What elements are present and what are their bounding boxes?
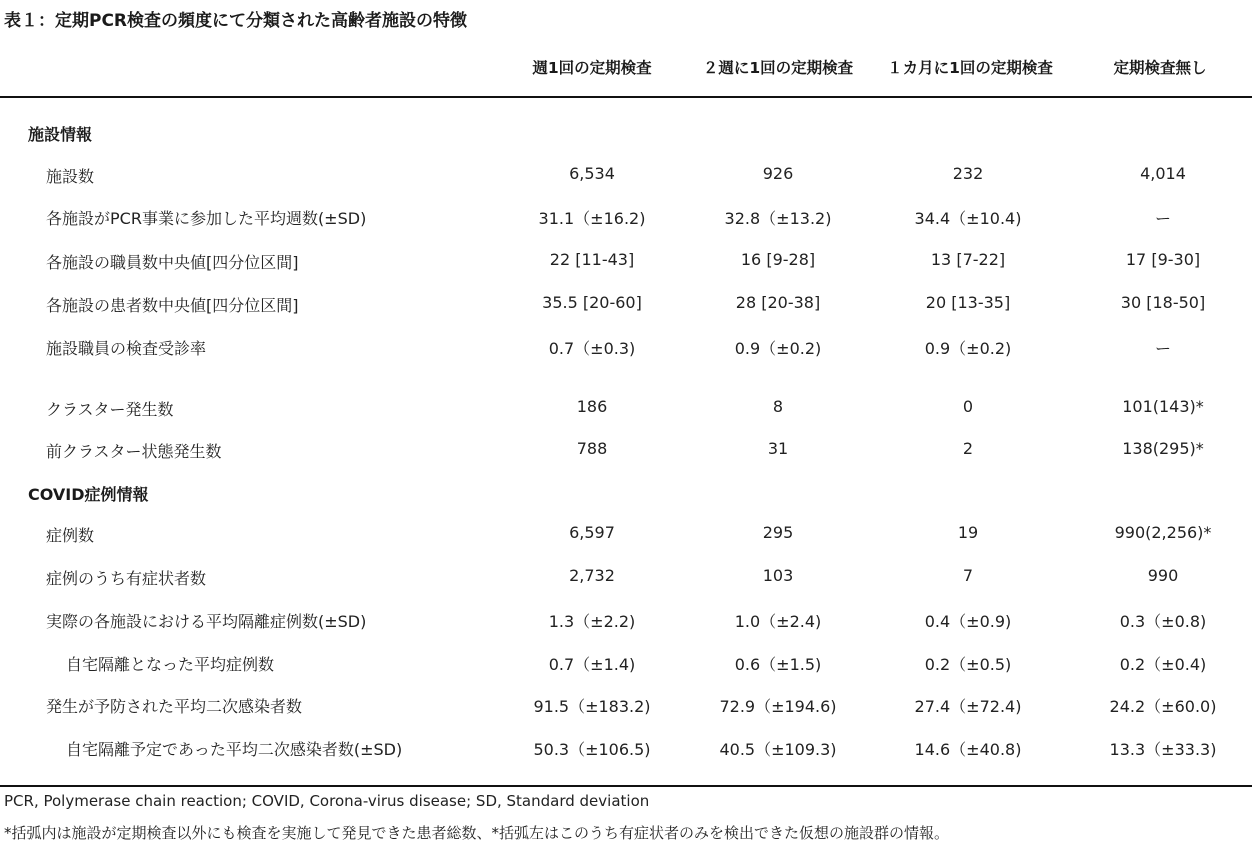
cell-monthly: 0.2（±0.5) [924, 655, 1012, 674]
cell-monthly: 0.9（±0.2) [924, 339, 1012, 358]
row-label: 自宅隔離となった平均症例数 [66, 655, 275, 674]
cell-monthly: 20 [13-35] [925, 293, 1011, 312]
row-label: 症例のうち有症状者数 [46, 569, 207, 588]
cell-biweekly: 0.9（±0.2) [734, 339, 822, 358]
cell-biweekly: 31 [767, 439, 789, 458]
cell-weekly: 2,732 [569, 566, 615, 585]
cell-biweekly: 926 [762, 164, 794, 183]
cell-biweekly: 40.5（±109.3) [719, 740, 837, 759]
cell-weekly: 35.5 [20-60] [542, 293, 642, 312]
row-label: クラスター発生数 [46, 400, 174, 419]
table-title: 表１：定期PCR検査の頻度にて分類された高齢者施設の特徴 [4, 11, 468, 31]
table-row [0, 566, 1252, 592]
cell-biweekly: 72.9（±194.6) [719, 697, 837, 716]
row-label: 各施設の職員数中央値[四分位区間] [46, 253, 299, 272]
table-row [0, 206, 1252, 232]
cell-monthly: 27.4（±72.4) [914, 697, 1022, 716]
cell-weekly: 186 [576, 397, 608, 416]
section-covid-info: COVID症例情報 [28, 485, 149, 504]
cell-biweekly: 1.0（±2.4) [734, 612, 822, 631]
table-row [0, 737, 1252, 763]
cell-none: 0.2（±0.4) [1119, 655, 1207, 674]
cell-none: 24.2（±60.0) [1109, 697, 1217, 716]
section-facility-info: 施設情報 [28, 125, 93, 144]
cell-biweekly: 103 [762, 566, 794, 585]
footnote-asterisk: *括弧内は施設が定期検査以外にも検査を実施して発見できた患者総数、*括弧左はこのうち有症状者のみを検出できた仮想の施設群の情報。 [4, 824, 950, 842]
cell-weekly: 788 [576, 439, 608, 458]
table-row [0, 694, 1252, 720]
table-row [0, 439, 1252, 465]
cell-monthly: 14.6（±40.8) [914, 740, 1022, 759]
cell-monthly: 34.4（±10.4) [914, 209, 1022, 228]
column-header-weekly: 週1回の定期検査 [532, 59, 652, 77]
cell-monthly: 13 [7-22] [930, 250, 1006, 269]
cell-monthly: 7 [962, 566, 974, 585]
cell-weekly: 6,534 [569, 164, 615, 183]
cell-none: ー [1154, 339, 1172, 358]
cell-none: ー [1154, 209, 1172, 228]
cell-biweekly: 16 [9-28] [740, 250, 816, 269]
row-label: 前クラスター状態発生数 [46, 442, 222, 461]
footnote-abbreviations: PCR, Polymerase chain reaction; COVID, Corona-virus disease; SD, Standard deviation [4, 792, 650, 810]
table-row [0, 164, 1252, 190]
cell-none: 17 [9-30] [1125, 250, 1201, 269]
cell-weekly: 31.1（±16.2) [538, 209, 646, 228]
cell-weekly: 6,597 [569, 523, 615, 542]
table-row [0, 336, 1252, 362]
row-label: 実際の各施設における平均隔離症例数(±SD) [46, 612, 367, 631]
cell-monthly: 0 [962, 397, 974, 416]
row-label: 施設数 [46, 167, 95, 186]
cell-none: 990(2,256)* [1114, 523, 1212, 542]
table-row [0, 523, 1252, 549]
cell-monthly: 19 [957, 523, 979, 542]
table-row [0, 652, 1252, 678]
cell-biweekly: 32.8（±13.2) [724, 209, 832, 228]
cell-biweekly: 8 [772, 397, 784, 416]
cell-monthly: 0.4（±0.9) [924, 612, 1012, 631]
row-label: 発生が予防された平均二次感染者数 [46, 697, 303, 716]
cell-weekly: 50.3（±106.5) [533, 740, 651, 759]
table-bottom-rule [0, 785, 1252, 787]
cell-biweekly: 295 [762, 523, 794, 542]
cell-weekly: 91.5（±183.2) [533, 697, 651, 716]
cell-none: 0.3（±0.8) [1119, 612, 1207, 631]
table-row [0, 250, 1252, 276]
cell-none: 30 [18-50] [1120, 293, 1206, 312]
cell-weekly: 0.7（±0.3) [548, 339, 636, 358]
row-label: 各施設がPCR事業に参加した平均週数(±SD) [46, 209, 367, 228]
cell-none: 990 [1147, 566, 1179, 585]
cell-none: 138(295)* [1122, 439, 1204, 458]
cell-monthly: 232 [952, 164, 984, 183]
cell-none: 13.3（±33.3) [1109, 740, 1217, 759]
column-header-none: 定期検査無し [1113, 59, 1207, 77]
table-top-rule [0, 96, 1252, 98]
table-row [0, 609, 1252, 635]
cell-weekly: 1.3（±2.2) [548, 612, 636, 631]
row-label: 各施設の患者数中央値[四分位区間] [46, 296, 299, 315]
cell-weekly: 22 [11-43] [549, 250, 635, 269]
row-label: 症例数 [46, 526, 95, 545]
cell-none: 101(143)* [1122, 397, 1204, 416]
row-label: 自宅隔離予定であった平均二次感染者数(±SD) [66, 740, 403, 759]
cell-none: 4,014 [1140, 164, 1186, 183]
table-row [0, 293, 1252, 319]
cell-monthly: 2 [962, 439, 974, 458]
cell-weekly: 0.7（±1.4) [548, 655, 636, 674]
column-header-biweekly: ２週に1回の定期検査 [702, 59, 854, 77]
cell-biweekly: 0.6（±1.5) [734, 655, 822, 674]
row-label: 施設職員の検査受診率 [46, 339, 207, 358]
cell-biweekly: 28 [20-38] [735, 293, 821, 312]
table-row [0, 397, 1252, 423]
column-header-monthly: １カ月に1回の定期検査 [887, 59, 1053, 77]
